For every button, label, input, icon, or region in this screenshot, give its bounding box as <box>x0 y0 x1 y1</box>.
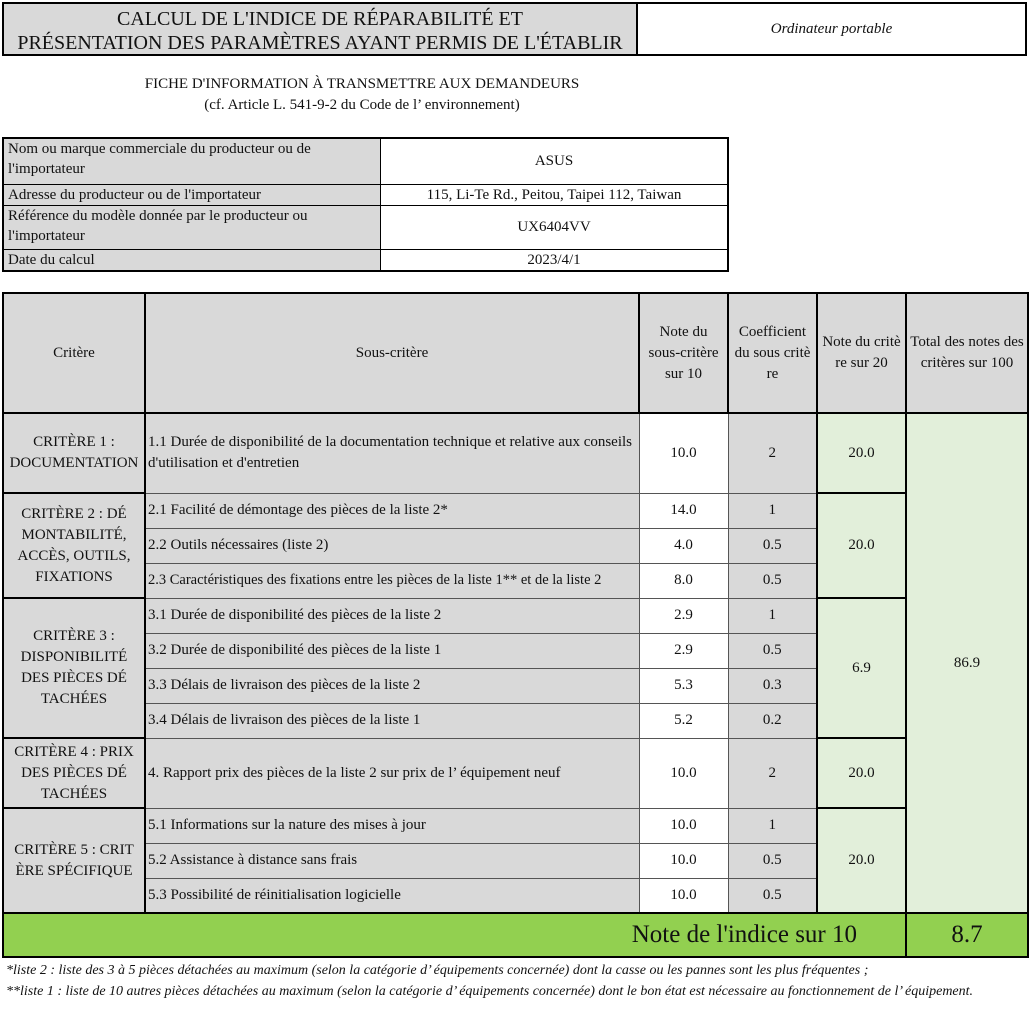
product-type: Ordinateur portable <box>638 2 1027 56</box>
coefficient: 0.2 <box>728 703 817 738</box>
info-value: 2023/4/1 <box>381 249 729 271</box>
info-row <box>3 138 728 184</box>
criterion-1: CRITÈRE 1 : DOCUMENTATION <box>3 413 145 493</box>
info-value: ASUS <box>381 138 729 184</box>
coefficient: 1 <box>728 493 817 528</box>
criterion-score: 6.9 <box>817 598 906 738</box>
sub-score: 2.9 <box>639 598 728 633</box>
table-row <box>3 493 1028 528</box>
sub-score: 10.0 <box>639 738 728 808</box>
sub-score: 10.0 <box>639 808 728 843</box>
footnote-liste-2: *liste 2 : liste des 3 à 5 pièces détachées au maximum (selon la catégorie d’ équipements concernée) dont la casse ou les pannes sont les plus fréquentes ; <box>6 963 869 978</box>
coefficient: 1 <box>728 598 817 633</box>
final-score-label: Note de l'indice sur 10 <box>3 913 906 957</box>
info-value: UX6404VV <box>381 205 729 249</box>
title-line-1: CALCUL DE L'INDICE DE RÉPARABILITÉ ET <box>117 8 523 30</box>
sub-criterion: 4. Rapport prix des pièces de la liste 2 sur prix de l’ équipement neuf <box>145 738 639 808</box>
coefficient: 2 <box>728 413 817 493</box>
sub-criterion: 2.1 Facilité de démontage des pièces de la liste 2* <box>145 493 639 528</box>
header-note-critere: Note du critè re sur 20 <box>817 293 906 413</box>
coefficient: 0.5 <box>728 633 817 668</box>
coefficient: 1 <box>728 808 817 843</box>
info-row <box>3 205 728 249</box>
sub-score: 14.0 <box>639 493 728 528</box>
criterion-5: CRITÈRE 5 : CRIT ÈRE SPÉCIFIQUE <box>3 808 145 913</box>
table-row <box>3 598 1028 633</box>
sub-score: 10.0 <box>639 878 728 913</box>
header-sous-critere: Sous-critère <box>145 293 639 413</box>
coefficient: 0.3 <box>728 668 817 703</box>
sub-criterion: 5.3 Possibilité de réinitialisation logicielle <box>145 878 639 913</box>
sub-score: 4.0 <box>639 528 728 563</box>
title-line-2: PRÉSENTATION DES PARAMÈTRES AYANT PERMIS DE L'ÉTABLIR <box>17 32 623 54</box>
criterion-4: CRITÈRE 4 : PRIX DES PIÈCES DÉ TACHÉES <box>3 738 145 808</box>
sub-criterion: 3.2 Durée de disponibilité des pièces de la liste 1 <box>145 633 639 668</box>
criterion-score: 20.0 <box>817 808 906 913</box>
coefficient: 0.5 <box>728 528 817 563</box>
info-label: Date du calcul <box>3 249 381 271</box>
table-row <box>3 413 1028 493</box>
footnote-liste-1: **liste 1 : liste de 10 autres pièces détachées au maximum (selon la catégorie d’ équipements concernée) dont le bon état est nécessaire au fonctionnement de l’ équipement. <box>6 984 974 999</box>
criterion-2: CRITÈRE 2 : DÉ MONTABILITÉ, ACCÈS, OUTILS, FIXATIONS <box>3 493 145 598</box>
table-header-row <box>3 293 1028 413</box>
coefficient: 0.5 <box>728 878 817 913</box>
sub-score: 5.2 <box>639 703 728 738</box>
criterion-score: 20.0 <box>817 413 906 493</box>
info-label: Adresse du producteur ou de l'importateur <box>3 184 381 205</box>
header-total: Total des notes des critères sur 100 <box>906 293 1028 413</box>
sub-criterion: 2.3 Caractéristiques des fixations entre les pièces de la liste 1** et de la liste 2 <box>145 563 639 598</box>
total-score: 86.9 <box>906 413 1028 913</box>
sub-score: 10.0 <box>639 843 728 878</box>
criterion-score: 20.0 <box>817 738 906 808</box>
table-row <box>3 808 1028 843</box>
criterion-score: 20.0 <box>817 493 906 598</box>
sub-criterion: 5.1 Informations sur la nature des mises à jour <box>145 808 639 843</box>
info-row <box>3 184 728 205</box>
sub-score: 8.0 <box>639 563 728 598</box>
subtitle <box>0 74 724 116</box>
coefficient: 0.5 <box>728 843 817 878</box>
sub-criterion: 3.3 Délais de livraison des pièces de la liste 2 <box>145 668 639 703</box>
info-label: Nom ou marque commerciale du producteur ou de l'importateur <box>3 138 381 184</box>
header-critere: Critère <box>3 293 145 413</box>
footnotes <box>6 960 1024 1002</box>
criterion-3: CRITÈRE 3 : DISPONIBILITÉ DES PIÈCES DÉ TACHÉES <box>3 598 145 738</box>
sub-score: 10.0 <box>639 413 728 493</box>
info-label: Référence du modèle donnée par le producteur ou l'importateur <box>3 205 381 249</box>
subtitle-line-2: (cf. Article L. 541-9-2 du Code de l’ environnement) <box>204 97 520 113</box>
repairability-table <box>2 292 1029 958</box>
sub-criterion: 1.1 Durée de disponibilité de la documentation technique et relative aux conseils d'utilisation et d'entretien <box>145 413 639 493</box>
coefficient: 0.5 <box>728 563 817 598</box>
final-score-value: 8.7 <box>906 913 1028 957</box>
final-score-row <box>3 913 1028 957</box>
sub-criterion: 3.4 Délais de livraison des pièces de la liste 1 <box>145 703 639 738</box>
document-title <box>2 2 638 56</box>
info-row <box>3 249 728 271</box>
sub-criterion: 5.2 Assistance à distance sans frais <box>145 843 639 878</box>
producer-info-table <box>2 137 729 272</box>
info-value: 115, Li-Te Rd., Peitou, Taipei 112, Taiwan <box>381 184 729 205</box>
sub-criterion: 2.2 Outils nécessaires (liste 2) <box>145 528 639 563</box>
header-note-sous-critere: Note du sous-critère sur 10 <box>639 293 728 413</box>
sub-score: 5.3 <box>639 668 728 703</box>
header-coefficient: Coefficient du sous critè re <box>728 293 817 413</box>
subtitle-line-1: FICHE D'INFORMATION À TRANSMETTRE AUX DEMANDEURS <box>144 76 580 92</box>
sub-score: 2.9 <box>639 633 728 668</box>
table-row <box>3 738 1028 808</box>
sub-criterion: 3.1 Durée de disponibilité des pièces de la liste 2 <box>145 598 639 633</box>
coefficient: 2 <box>728 738 817 808</box>
